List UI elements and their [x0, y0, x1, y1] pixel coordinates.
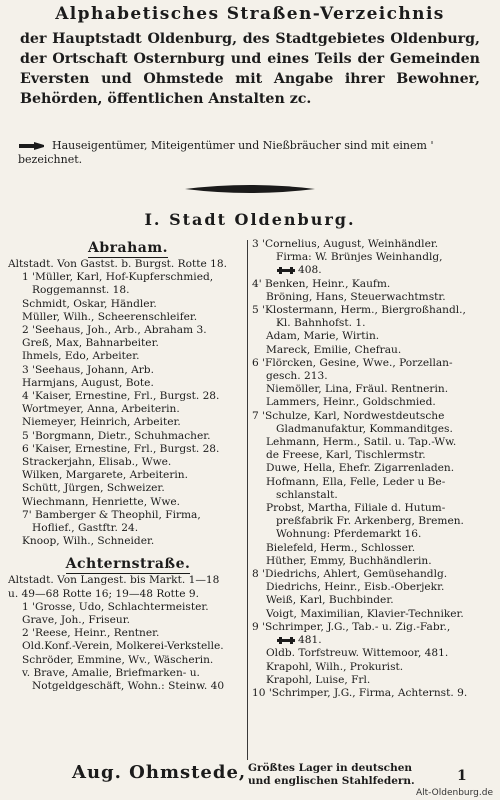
- street-description: Altstadt. Von Gastst. b. Burgst. Rotte 18.: [8, 258, 227, 270]
- page-number: 1: [457, 768, 467, 784]
- list-item: schlanstalt.: [276, 488, 338, 501]
- list-item: Krapohl, Wilh., Prokurist.: [266, 660, 404, 673]
- list-item: Hüther, Emmy, Buchhändlerin.: [266, 554, 432, 567]
- list-item: Weiß, Karl, Buchbinder.: [266, 594, 394, 607]
- list-item: 408.: [252, 264, 492, 277]
- list-item: Grave, Joh., Friseur.: [22, 614, 130, 627]
- list-item: 5 'Klostermann, Herm., Biergroßhandl.,: [252, 304, 466, 317]
- list-item: 10 'Schrimper, J.G., Firma, Achternst. 9.: [252, 686, 468, 699]
- pointing-hand-icon: [18, 141, 46, 151]
- list-item: Strackerjahn, Elisab., Wwe.: [22, 456, 172, 469]
- list-item: Greß, Max, Bahnarbeiter.: [22, 337, 159, 350]
- list-item: 8 'Diedrichs, Ahlert, Gemüsehandlg.: [252, 568, 448, 581]
- list-item: 2 'Reese, Heinr., Rentner.: [22, 627, 160, 640]
- list-item: v. Brave, Amalie, Briefmarken- u.: [22, 666, 200, 679]
- list-item: Adam, Marie, Wirtin.: [266, 330, 380, 343]
- list-item: gesch. 213.: [266, 370, 328, 383]
- street-description: Altstadt. Von Langest. bis Markt. 1—18: [8, 574, 220, 587]
- watermark-credit: Alt-Oldenburg.de: [416, 788, 494, 798]
- list-item: Hoflief., Gastftr. 24.: [32, 522, 139, 535]
- list-item: Niemöller, Lina, Fräul. Rentnerin.: [266, 383, 449, 396]
- street-heading-abraham: Abraham.: [87, 240, 169, 256]
- list-item: Wiechmann, Henriette, Wwe.: [22, 495, 181, 508]
- list-item: 7' Bamberger & Theophil, Firma,: [22, 508, 201, 521]
- list-item: Diedrichs, Heinr., Eisb.-Oberjekr.: [266, 581, 445, 594]
- list-item: Probst, Martha, Filiale d. Hutum-: [266, 502, 446, 515]
- advertiser-name: Aug. Ohmstede,: [72, 762, 247, 783]
- list-item: 3 'Seehaus, Johann, Arb.: [22, 363, 154, 376]
- street-heading-achternstrasse: Achternstraße.: [65, 556, 191, 573]
- list-item: Oldb. Torfstreuw. Wittemoor, 481.: [266, 647, 449, 660]
- list-item: Harmjans, August, Bote.: [22, 376, 154, 389]
- list-item: preßfabrik Fr. Arkenberg, Bremen.: [276, 515, 464, 528]
- list-item: Hofmann, Ella, Felle, Leder u Be-: [266, 475, 446, 488]
- list-item: de Freese, Karl, Tischlermstr.: [266, 449, 426, 462]
- list-item: Lammers, Heinr., Goldschmied.: [266, 396, 436, 409]
- list-item: 7 'Schulze, Karl, Nordwestdeutsche: [252, 409, 445, 422]
- list-item: Bröning, Hans, Steuerwachtmstr.: [266, 290, 446, 303]
- list-item: Schröder, Emmine, Wv., Wäscherin.: [22, 653, 214, 666]
- list-item: Lehmann, Herm., Satil. u. Tap.-Ww.: [266, 436, 457, 449]
- telephone-icon: [276, 637, 296, 644]
- list-item: Knoop, Wilh., Schneider.: [22, 535, 155, 548]
- list-item: Schütt, Jürgen, Schweizer.: [22, 482, 165, 495]
- list-item: Voigt, Maximilian, Klavier-Techniker.: [266, 607, 464, 620]
- list-item: Ihmels, Edo, Arbeiter.: [22, 350, 140, 363]
- legend-note: [18, 139, 483, 167]
- list-item: 3 'Cornelius, August, Weinhändler.: [252, 238, 439, 250]
- list-item: 1 'Müller, Karl, Hof-Kupferschmied,: [22, 271, 214, 284]
- list-item: 2 'Seehaus, Joh., Arb., Abraham 3.: [22, 324, 207, 337]
- list-item: Bielefeld, Herm., Schlosser.: [266, 541, 416, 554]
- ornament-divider: [185, 183, 315, 195]
- list-item: Schmidt, Oskar, Händler.: [22, 297, 157, 310]
- legend-text: Hauseigentümer, Miteigentümer und Nießbräucher sind mit einem ' bezeichnet.: [18, 139, 434, 166]
- list-item: Wortmeyer, Anna, Arbeiterin.: [22, 403, 180, 416]
- list-item: Duwe, Hella, Ehefr. Zigarrenladen.: [266, 462, 455, 475]
- street-description: u. 49—68 Rotte 16; 19—48 Rotte 9.: [8, 587, 199, 600]
- list-item: Firma: W. Brünjes Weinhandlg,: [276, 251, 443, 264]
- left-column: [8, 238, 248, 693]
- list-item: 6 'Kaiser, Ernestine, Frl., Burgst. 28.: [22, 442, 220, 455]
- list-item: Notgeldgeschäft, Wohn.: Steinw. 40: [32, 680, 225, 693]
- list-item: Wilken, Margarete, Arbeiterin.: [22, 469, 188, 482]
- list-item: Wohnung: Pferdemarkt 16.: [276, 528, 422, 541]
- list-item: Gladmanufaktur, Kommanditges.: [276, 422, 453, 435]
- section-title: I. Stadt Oldenburg.: [144, 210, 356, 229]
- list-item: Old.Konf.-Verein, Molkerei-Verkstelle.: [22, 640, 224, 653]
- list-item: 1 'Grosse, Udo, Schlachtermeister.: [22, 600, 209, 613]
- list-item: Müller, Wilh., Scheerenschleifer.: [22, 310, 198, 323]
- list-item: 5 'Borgmann, Dietr., Schuhmacher.: [22, 429, 211, 442]
- list-item: 4 'Kaiser, Ernestine, Frl., Burgst. 28.: [22, 390, 220, 403]
- list-item: 9 'Schrimper, J.G., Tab.- u. Zig.-Fabr.,: [252, 620, 451, 633]
- right-column: [252, 238, 492, 700]
- list-item: Mareck, Emilie, Chefrau.: [266, 343, 402, 356]
- list-item: Kl. Bahnhofst. 1.: [276, 317, 366, 330]
- list-item: 6 'Flörcken, Gesine, Wwe., Porzellan-: [252, 356, 453, 369]
- list-item: Niemeyer, Heinrich, Arbeiter.: [22, 416, 181, 429]
- page-title: Alphabetisches Straßen-Verzeichnis: [55, 4, 445, 24]
- list-item: Roggemannst. 18.: [32, 284, 130, 297]
- page-subtitle: der Hauptstadt Oldenburg, des Stadtgebietes Oldenburg, der Ortschaft Osternburg und eines Teils der Gemeinden Eversten und Ohmstede mit Angabe ihrer Bewohner, Behörden, öffentlichen Anstalten zc.: [20, 31, 480, 107]
- list-item: 4' Benken, Heinr., Kaufm.: [252, 277, 391, 290]
- telephone-icon: [276, 267, 296, 274]
- advertiser-slogan: Größtes Lager in deutschen und englischen Stahlfedern.: [248, 762, 415, 787]
- list-item: Krapohl, Luise, Frl.: [266, 673, 371, 686]
- list-item: 481.: [252, 634, 492, 647]
